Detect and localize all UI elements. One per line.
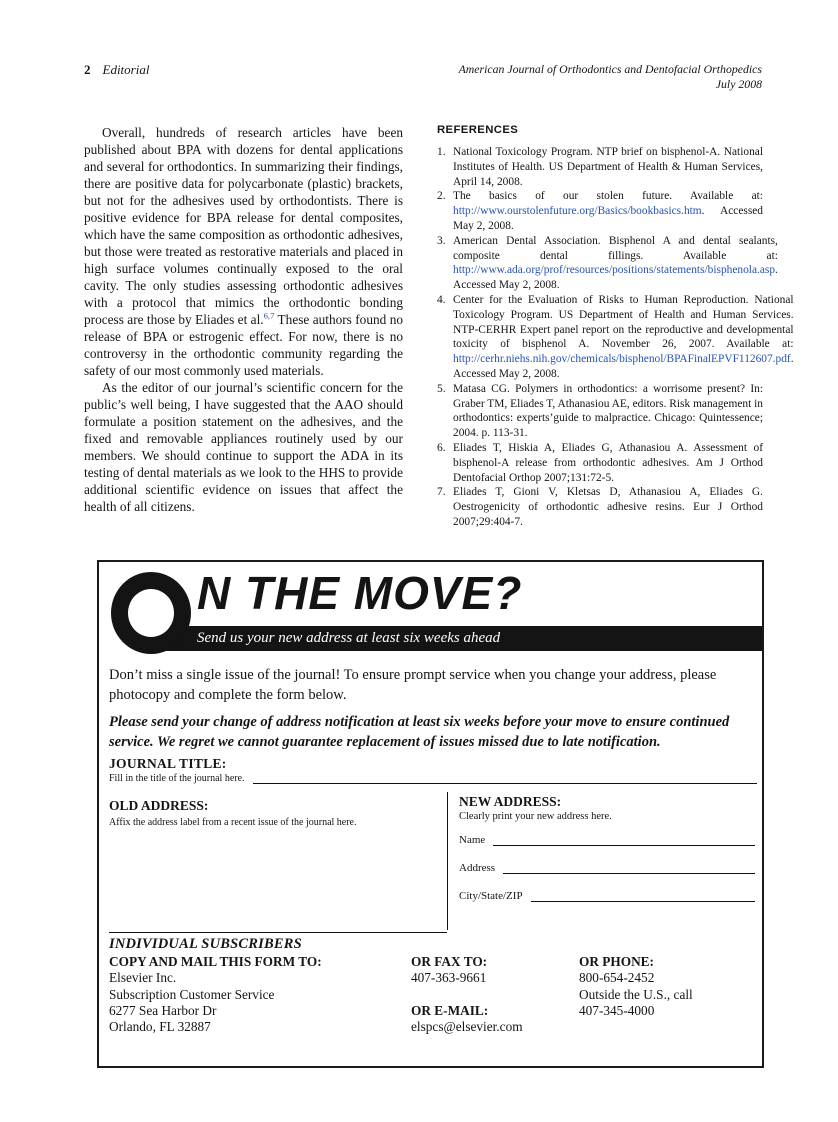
reference-item <box>437 189 763 233</box>
reference-access-date: . Accessed May 2, 2008. <box>453 205 763 232</box>
running-head <box>84 62 762 91</box>
email-label: OR E-MAIL: <box>411 1003 489 1018</box>
paragraph-text: These authors found no release of BPA or estrogenic effect. For now, there is no controversy in the orthodontic community regarding the safety of our most commonly used materials. <box>84 312 403 378</box>
reference-citation: Eliades T, Gioni V, Kletsas D, Athanasiou A, Eliades G. Oestrogenicity of orthodontic adhesive resins. Eur J Orthod 2007;29:404-7. <box>453 486 763 528</box>
new-address-label: NEW ADDRESS: <box>459 794 562 809</box>
reference-access-date: . Accessed May 2, 2008. <box>453 264 778 292</box>
mail-address-line: Elsevier Inc. <box>109 970 177 986</box>
reference-item <box>437 293 794 382</box>
reference-item <box>437 485 763 529</box>
reference-number: 5. <box>437 382 446 395</box>
reference-access-date: . Accessed May 2, 2008. <box>453 353 794 380</box>
journal-title-blank-line <box>253 772 757 784</box>
reference-number: 1. <box>437 146 446 158</box>
running-head-left <box>84 62 149 78</box>
reference-text <box>453 485 763 529</box>
reference-text <box>453 234 778 293</box>
journal-title-hint: Fill in the title of the journal here. <box>109 773 245 784</box>
email-block <box>411 1003 523 1036</box>
change-of-address-form <box>97 560 764 1068</box>
address-banner: Send us your new address at least six weeks ahead <box>139 626 762 651</box>
on-the-move-headline: N THE MOVE? <box>197 567 523 619</box>
phone-label: OR PHONE: <box>579 954 654 969</box>
old-address-hint: Affix the address label from a recent issue of the journal here. <box>109 817 357 828</box>
running-head-right <box>459 62 762 91</box>
reference-number: 6. <box>437 441 446 454</box>
reference-item <box>437 382 763 441</box>
phone-number: 407-345-4000 <box>579 1002 655 1018</box>
city-state-zip-field-row <box>459 890 755 902</box>
letter-o-logo-icon <box>111 572 191 654</box>
reference-text <box>453 293 794 382</box>
new-address-hint: Clearly print your new address here. <box>459 811 612 822</box>
reference-item <box>437 145 763 189</box>
reference-text <box>453 441 763 485</box>
issue-date: July 2008 <box>715 76 762 91</box>
reference-item <box>437 234 778 293</box>
reference-citation: Matasa CG. Polymers in orthodontics: a worrisome present? In: Graber TM, Eliades T, Athanasiou AE, editors. Risk management in orthodontics: experts’guide to malpractice. Chicago: Quintessence; 2004. p. 113-31. <box>453 382 763 440</box>
editorial-column <box>84 124 403 515</box>
mail-address-line: Subscription Customer Service <box>109 986 275 1002</box>
old-address-label: OLD ADDRESS: <box>109 798 209 813</box>
reference-link[interactable]: http://www.ada.org/prof/resources/positions/statements/bisphenola.asp <box>453 264 776 277</box>
editorial-paragraph <box>84 124 403 379</box>
reference-citation: The basics of our stolen future. Available at: <box>453 190 763 203</box>
form-notice-text: Please send your change of address notification at least six weeks before your move to ensure continued service. We regret we cannot guarantee replacement of issues missed due to late notification. <box>109 714 730 750</box>
address-field-label: Address <box>459 862 496 874</box>
phone-block <box>579 954 693 1019</box>
reference-item <box>437 441 763 485</box>
reference-text <box>453 382 763 441</box>
section-title: Editorial <box>102 62 150 77</box>
journal-title-label: JOURNAL TITLE: <box>109 756 227 771</box>
editorial-paragraph: As the editor of our journal’s scientific concern for the public’s well being, I have suggested that the AAO should formulate a position statement on the adhesives, and the fixed and removable appliances routinely used by our members. We should continue to support the ADA in its testing of dental materials as we look to the HHS to provide additional scientific evidence on issues that affect the health of all citizens. <box>84 380 403 514</box>
page-number: 2 <box>84 62 91 77</box>
address-field-row <box>459 862 755 874</box>
name-field-label: Name <box>459 834 486 846</box>
reference-text <box>453 189 763 233</box>
reference-link[interactable]: http://cerhr.niehs.nih.gov/chemicals/bisphenol/BPAFinalEPVF112607.pdf <box>453 353 791 366</box>
reference-number: 4. <box>437 293 446 306</box>
city-state-zip-field-label: City/State/ZIP <box>459 890 523 902</box>
address-field-blank-line <box>503 862 755 874</box>
city-state-zip-blank-line <box>531 890 755 902</box>
address-section-divider <box>447 792 448 930</box>
fax-block <box>411 954 487 987</box>
individual-subscribers-heading: INDIVIDUAL SUBSCRIBERS <box>109 936 302 952</box>
fax-label: OR FAX TO: <box>411 954 488 969</box>
reference-number: 3. <box>437 234 446 247</box>
references-heading: REFERENCES <box>437 124 519 136</box>
mail-to-block <box>109 954 322 1035</box>
phone-note: Outside the U.S., call <box>579 986 693 1002</box>
reference-link[interactable]: http://www.ourstolenfuture.org/Basics/bookbasics.htm <box>453 205 702 218</box>
reference-citation: American Dental Association. Bisphenol A and dental sealants, composite dental fillings. Available at: <box>453 234 778 262</box>
journal-title-row <box>109 772 757 784</box>
email-address: elspcs@elsevier.com <box>411 1019 523 1035</box>
name-field-row <box>459 834 755 846</box>
mail-address-line: 6277 Sea Harbor Dr <box>109 1002 217 1018</box>
citation-superscript[interactable]: 6,7 <box>263 310 275 321</box>
fax-number: 407-363-9661 <box>411 970 487 986</box>
form-intro-text: Don’t miss a single issue of the journal! To ensure prompt service when you change your address, please photocopy and complete the form below. <box>109 667 717 703</box>
reference-citation: Center for the Evaluation of Risks to Human Reproduction. National Toxicology Program. US Department of Health and Human Services. NTP-CERHR Expert panel report on the reproductive and developmental toxicity of bisphenol A. November 26, 2007. Available at: <box>453 293 794 351</box>
subscribers-divider <box>109 932 447 933</box>
paragraph-text: Overall, hundreds of research articles have been published about BPA with dozens for dental applications and several for orthodontics. In summarizing their findings, there are positive data for polycarbonate (plastic) brackets, but not for the adhesives used by orthodontists. There is positive evidence for BPA release for dental composites, which have the same composition as orthodontic adhesives, but those were treated as restorative materials and placed in high surface volumes continually exposed to the oral cavity. The only studies assessing orthodontic adhesives with a protocol that mimics the orthodontic bonding process are those by Eliades et al. <box>84 125 403 327</box>
phone-number: 800-654-2452 <box>579 970 655 986</box>
reference-number: 2. <box>437 190 446 203</box>
journal-name: American Journal of Orthodontics and Dentofacial Orthopedics <box>458 62 762 76</box>
reference-citation: Eliades T, Hiskia A, Eliades G, Athanasiou A. Assessment of bisphenol-A release from orthodontic adhesives. Am J Orthod Dentofacial Orthop 2007;131:72-5. <box>453 441 763 484</box>
mail-to-label: COPY AND MAIL THIS FORM TO: <box>109 954 322 969</box>
mail-address-line: Orlando, FL 32887 <box>109 1019 211 1035</box>
name-field-blank-line <box>493 834 755 846</box>
reference-citation: National Toxicology Program. NTP brief on bisphenol-A. National Institutes of Health. US Department of Health & Human Services, April 14, 2008. <box>453 146 763 188</box>
reference-text <box>453 145 763 189</box>
references-column <box>437 124 794 530</box>
reference-number: 7. <box>437 486 446 499</box>
